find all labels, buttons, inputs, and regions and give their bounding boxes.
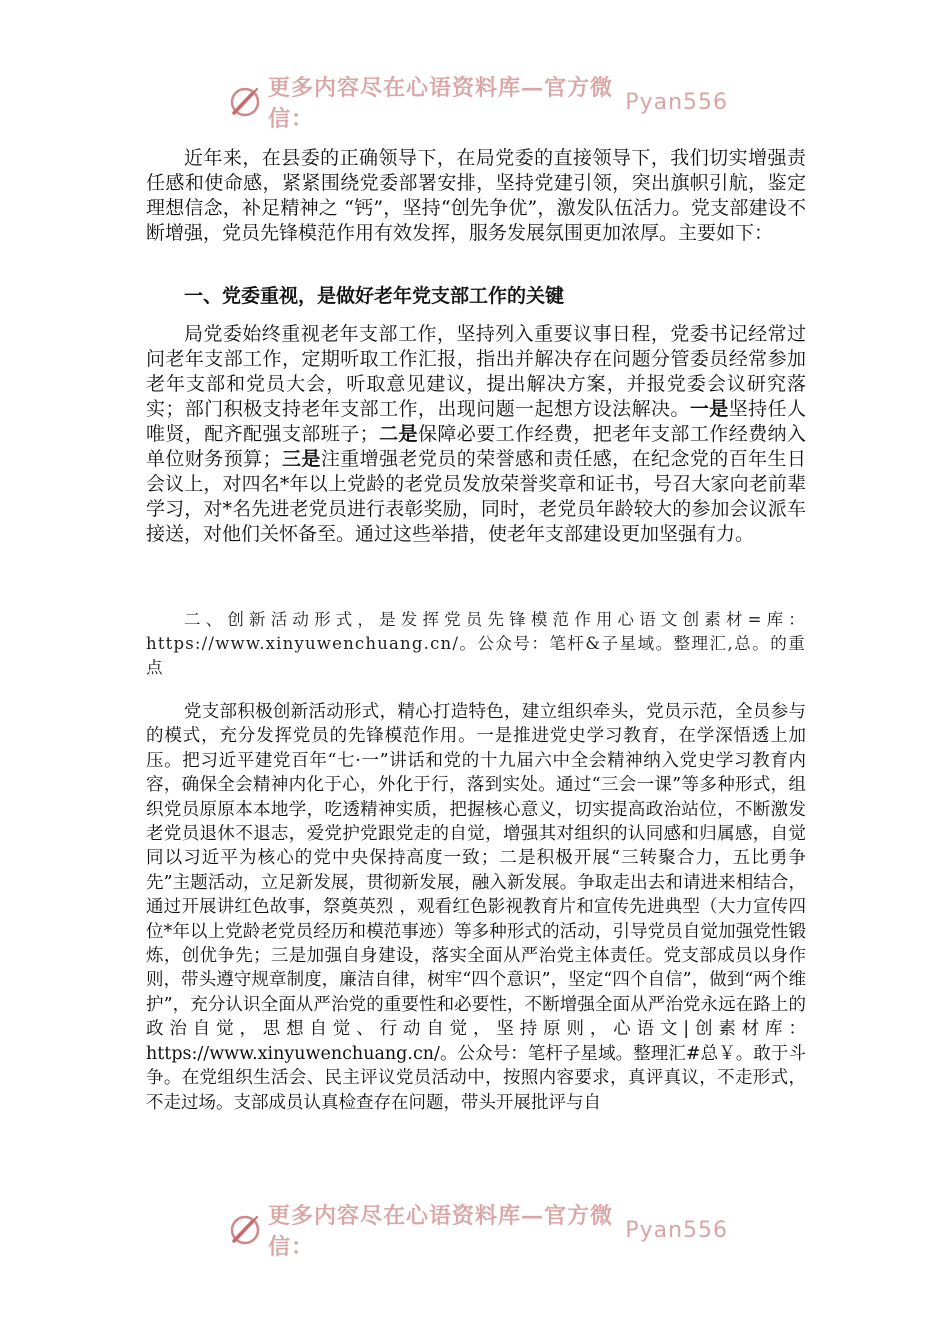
watermark-text: 更多内容尽在心语资料库—官方微信： [268, 75, 614, 132]
brush-logo-icon [228, 1213, 262, 1247]
watermark-wechat-id: Pyan556 [625, 89, 728, 115]
brush-logo-icon [228, 85, 262, 119]
watermark-banner-top [228, 75, 728, 132]
point-third: 注重增强老党员的荣誉感和责任感，在纪念党的百年生日会议上，对四名*年以上党龄的老党员发放荣誉奖章和证书，号召大家向老前辈学习，对*名先进老党员进行表彰奖励，同时，老党员年龄较大的参加会议派车接送，对他们关怀备至。通过这些举措，使老年支部建设更加坚强有力。 [146, 448, 806, 545]
section-1-lead: 局党委始终重视老年支部工作，坚持列入重要议事日程，党委书记经常过问老年支部工作，定期听取工作汇报，指出并解决存在问题分管委员经常参加老年支部和党员大会，听取意见建议，提出解决方案，并报党委会议研究落实；部门积极支持老年支部工作，出现问题一起想方设法解决。 [146, 323, 806, 420]
point-second: 保障必要工作经费，把老年支部工作经费纳入单位财务预算； [146, 423, 806, 470]
section-1-paragraph [146, 322, 806, 547]
watermark-banner-bottom [228, 1203, 728, 1260]
section-heading-2: 二、创新活动形式，是发挥党员先锋模范作用心语文创素材=库：https://www.xinyuwenchuang.cn/。公众号：笔杆&子星域。整理汇,总。的重点 [146, 610, 806, 677]
point-first: 坚持任人唯贤，配齐配强支部班子； [146, 398, 806, 445]
marker-second: 二是 [378, 423, 418, 445]
section-2-paragraph: 党支部积极创新活动形式，精心打造特色，建立组织牵头，党员示范，全员参与的模式，充分发挥党员的先锋模范作用。一是推进党史学习教育，在学深悟透上加压。把习近平建党百年“七·一”讲话和党的十九届六中全会精神纳入党史学习教育内容，确保全会精神内化于心，外化于行，落到实处。通过“三会一课”等多种形式，组织党员原原本本地学，吃透精神实质，把握核心意义，切实提高政治站位，不断激发老党员退休不退志，爱党护党跟党走的自觉，增强其对组织的认同感和归属感，自觉同以习近平为核心的党中央保持高度一致；二是积极开展“三转聚合力，五比勇争先”主题活动，立足新发展，贯彻新发展，融入新发展。争取走出去和请进来相结合，通过开展讲红色故事，祭奠英烈 ，观看红色影视教育片和宣传先进典型（大力宣传四位*年以上党龄老党员经历和模范事迹）等多种形式的活动，引导党员自觉加强党性锻炼，创优争先；三是加强自身建设，落实全面从严治党主体责任。党支部成员以身作则，带头遵守规章制度，廉洁自律，树牢“四个意识”，坚定“四个自信”，做到“两个维护”，充分认识全面从严治党的重要性和必要性，不断增强全面从严治党永远在路上的政治自觉，思想自觉、行动自觉，坚持原则，心语文|创素材库：https://www.xinyuwenchuang.cn/。公众号：笔杆子星域。整理汇#总￥。敢于斗争。在党组织生活会、民主评议党员活动中，按照内容要求，真评真议，不走形式，不走过场。支部成员认真检查存在问题，带头开展批评与自 [146, 702, 806, 1113]
marker-third: 三是 [281, 448, 321, 470]
marker-first: 一是 [689, 398, 729, 420]
intro-paragraph: 近年来，在县委的正确领导下，在局党委的直接领导下，我们切实增强责任感和使命感，紧紧围绕党委部署安排，坚持党建引领，突出旗帜引航，鉴定理想信念，补足精神之 “钙”，坚持“创先争优”，激发队伍活力。党支部建设不断增强，党员先锋模范作用有效发挥，服务发展氛围更加浓厚。主要如下： [146, 147, 806, 244]
watermark-wechat-id: Pyan556 [625, 1217, 728, 1243]
section-heading-1: 一、党委重视，是做好老年党支部工作的关键 [184, 285, 565, 307]
watermark-text: 更多内容尽在心语资料库—官方微信： [268, 1203, 614, 1260]
